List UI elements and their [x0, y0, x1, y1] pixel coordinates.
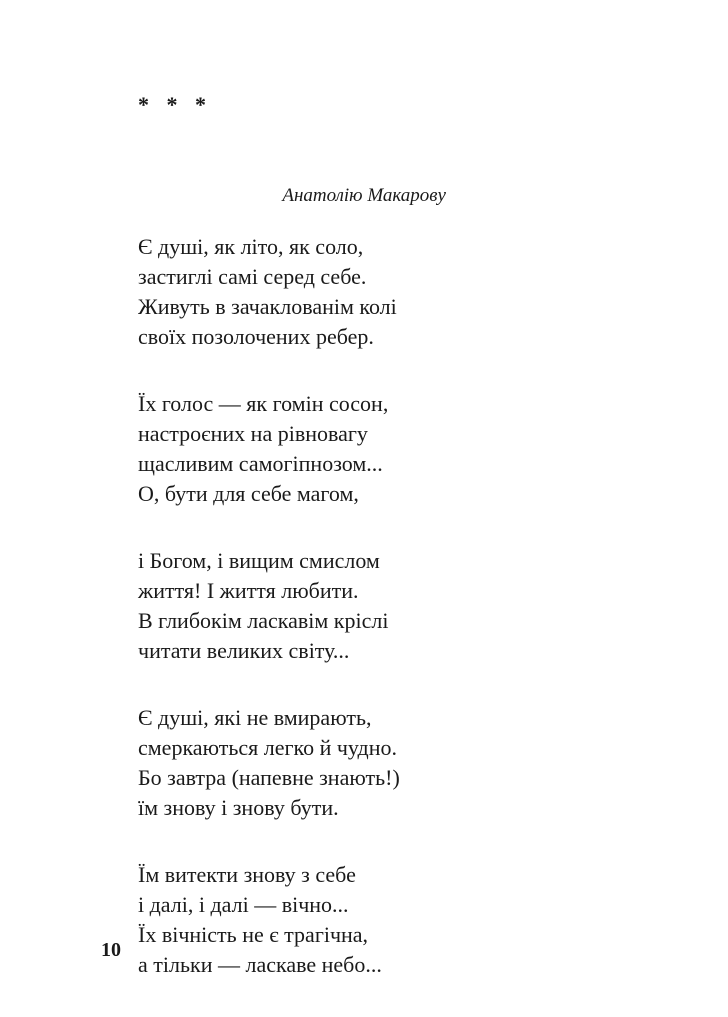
poem-line: Є душі, які не вмирають,: [138, 705, 372, 730]
poem-line: їм знову і знову бути.: [138, 795, 339, 820]
poem-line: Є душі, як літо, як соло,: [138, 234, 364, 259]
poem-line: своїх позолочених ребер.: [138, 324, 374, 349]
poem-line: Їх голос — як гомін сосон,: [138, 391, 389, 416]
poem: [138, 232, 538, 1017]
poem-line: і далі, і далі — вічно...: [138, 892, 349, 917]
poem-line: Живуть в зачаклованім колі: [138, 294, 397, 319]
poem-line: Бо завтра (напевне знають!): [138, 765, 400, 790]
stanza-3: [138, 546, 538, 666]
poem-line: щасливим самогіпнозом...: [138, 451, 383, 476]
poem-line: Їм витекти знову з себе: [138, 862, 356, 887]
poem-line: О, бути для себе магом,: [138, 481, 359, 506]
stanza-5: [138, 860, 538, 980]
poem-line: і Богом, і вищим смислом: [138, 548, 380, 573]
stanza-4: [138, 703, 538, 823]
poem-line: Їх вічність не є трагічна,: [138, 922, 369, 947]
dedication: Анатолію Макарову: [282, 185, 446, 206]
poem-line: читати великих світу...: [138, 638, 350, 663]
poem-line: застиглі самі серед себе.: [138, 264, 367, 289]
poem-line: смеркаються легко й чудно.: [138, 735, 398, 760]
poem-line: В глибокім ласкавім кріслі: [138, 608, 389, 633]
page-number: 10: [101, 939, 121, 961]
poem-line: а тільки — ласкаве небо...: [138, 952, 382, 977]
section-separator: * * *: [138, 92, 212, 117]
poem-line: настроєних на рівновагу: [138, 421, 368, 446]
stanza-1: [138, 232, 538, 352]
stanza-2: [138, 389, 538, 509]
poem-line: життя! І життя любити.: [138, 578, 359, 603]
